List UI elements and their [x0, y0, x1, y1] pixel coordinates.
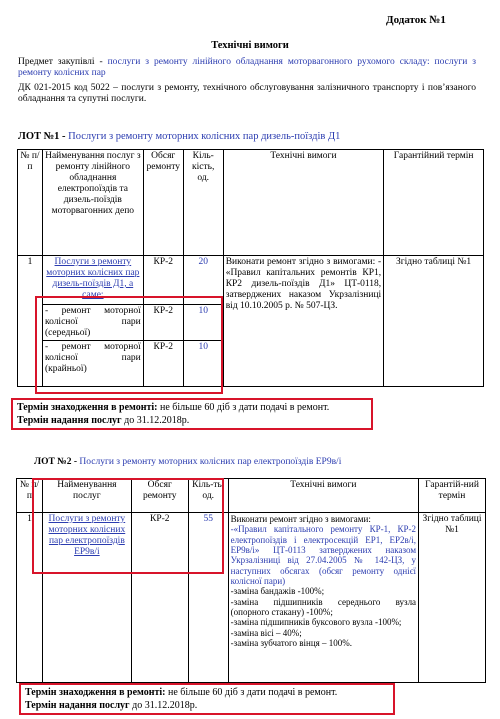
- lot1-row-volume: КР-2: [143, 256, 183, 305]
- lot2-heading: [34, 457, 341, 468]
- lot1-term: [17, 402, 329, 414]
- lot1-header-row: [18, 150, 484, 256]
- list-item: -заміна зубчатого вінця – 100%.: [230, 638, 353, 649]
- highlight-box: [35, 296, 223, 394]
- lot1-header-warranty: Гарантійний термін: [384, 150, 484, 256]
- lot1-heading-label: ЛОТ №1 -: [18, 131, 69, 142]
- lot1-row-name: Послуги з ремонту моторних колісних пар дизель-поїздів Д1, а саме:: [42, 256, 143, 305]
- lot1-heading: [18, 131, 340, 143]
- lot1-term-text: не більше 60 діб з дати подачі в ремонт.: [157, 402, 330, 413]
- lot1-subrow-volume: КР-2: [143, 341, 183, 387]
- lot2-deadline-text: до 31.12.2018р.: [129, 700, 198, 711]
- lot2-row-num: 1: [17, 513, 43, 683]
- lot2-row-req: [228, 513, 418, 683]
- subject-paragraph: [18, 57, 476, 79]
- lot2-header-num: № п/п: [17, 479, 43, 513]
- lot2-row-volume: КР-2: [131, 513, 188, 683]
- lot1-row-warranty: Згідно таблиці №1: [384, 256, 484, 387]
- lot1-subrow-name: - ремонт моторної колісної пари (середньої): [42, 305, 143, 341]
- lot1-term-label: Термін знаходження в ремонті:: [17, 402, 158, 413]
- lot1-row-num: 1: [18, 256, 43, 387]
- lot2-header-qty: Кіль-ть, од.: [188, 479, 228, 513]
- lot1-row-req: Виконати ремонт згідно з вимогами: - «Правил капітальних ремонтів КР1, КР2 дизель-поїздів Д1» ЦТ-0118, затверджених наказом Укрзалізниці від 10.10.2005 р. № 507-ЦЗ.: [223, 256, 384, 387]
- lot2-req-rules: -«Правил капітального ремонту КР-1, КР-2 електропоїздів і електросекцій ЕР1, ЕР2в/і, ЕР9в/і» ЦТ-0113 затверджених наказом Укрзалізниці від 27.04.2005 № 142-ЦЗ, у наступних обсягах (обсяг ремонту однієї колісної пари): [230, 524, 417, 587]
- lot2-header-warranty: Гарантій-ний термін: [419, 479, 486, 513]
- list-item: -заміна бандажів -100%;: [230, 586, 325, 597]
- lot1-subrow-volume: КР-2: [143, 305, 183, 341]
- list-item: -заміна підшипників середнього вузла (опорного стакану) -100%;: [230, 596, 417, 618]
- lot2-row-warranty: Згідно таблиці №1: [419, 513, 486, 683]
- lot2-row-qty: 55: [188, 513, 228, 683]
- lot1-header-num: № п/п: [18, 150, 43, 256]
- appendix-label: Додаток №1: [386, 14, 446, 26]
- list-item: -заміна вісі – 40%;: [230, 627, 302, 638]
- lot1-deadline-label: Термін надання послуг: [17, 415, 122, 426]
- lot2-row-name: Послуги з ремонту моторних колісних пар електропоїздів ЕР9в/і: [42, 513, 131, 683]
- lot1-subrow-qty: 10: [183, 305, 223, 341]
- lot1-subrow-qty: 10: [183, 341, 223, 387]
- lot2-header-name: Найменування послуг: [42, 479, 131, 513]
- lot1-header-volume: Обсяг ремонту: [143, 150, 183, 256]
- highlight-box: [32, 478, 224, 574]
- dk-paragraph: ДК 021-2015 код 5022 – послуги з ремонту, технічного обслуговування залізничного транспорту і пов’язаного обладнання та супутні послуги.: [18, 83, 476, 104]
- lot2-term-label: Термін знаходження в ремонті:: [25, 687, 166, 698]
- lot1-row-qty: 20: [183, 256, 223, 305]
- subject-text: послуги з ремонту лінійного обладнання моторвагонного рухомого складу: послуги з ремонту колісних пар: [18, 57, 476, 78]
- lot2-deadline-label: Термін надання послуг: [25, 700, 130, 711]
- lot2-heading-label: ЛОТ №2 -: [34, 457, 80, 467]
- lot2-deadline: [25, 700, 197, 712]
- lot1-deadline-text: до 31.12.2018р.: [121, 415, 190, 426]
- lot2-req-intro: Виконати ремонт згідно з вимогами:: [230, 514, 371, 524]
- list-item: -заміна підшипників буксового вузла -100%;: [230, 617, 402, 628]
- lot1-header-name: Найменування послуг з ремонту лінійного обладнання електропоїздів та дизель-поїздів моторвагонних депо: [42, 150, 143, 256]
- lot1-heading-text: Послуги з ремонту моторних колісних пар дизель-поїздів Д1: [68, 131, 341, 142]
- lot1-subrow-name: - ремонт моторної колісної пари (крайньої): [42, 341, 143, 387]
- lot2-heading-text: Послуги з ремонту моторних колісних пар електропоїздів ЕР9в/і: [79, 457, 342, 467]
- lot2-term: [25, 687, 337, 699]
- lot2-term-text: не більше 60 діб з дати подачі в ремонт.: [165, 687, 338, 698]
- lot1-header-qty: Кіль-кість, од.: [183, 150, 223, 256]
- subject-label: Предмет закупівлі -: [18, 57, 108, 67]
- lot2-header-volume: Обсяг ремонту: [131, 479, 188, 513]
- lot1-deadline: [17, 415, 189, 427]
- lot2-header-req: Технічні вимоги: [228, 479, 418, 513]
- page-title: Технічні вимоги: [211, 40, 289, 51]
- lot1-header-req: Технічні вимоги: [223, 150, 384, 256]
